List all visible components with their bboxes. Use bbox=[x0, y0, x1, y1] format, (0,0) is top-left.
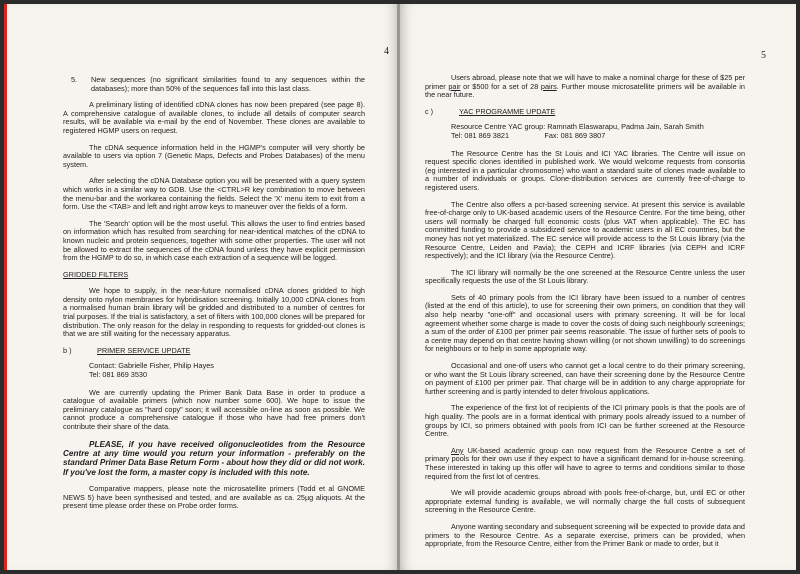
section-title: PRIMER SERVICE UPDATE bbox=[97, 345, 191, 355]
text-run: . Further mouse microsatellite primers will be available in the near future. bbox=[425, 81, 745, 100]
left-page-content bbox=[63, 76, 365, 519]
paragraph: We are currently updating the Primer Bank Data Base in order to produce a catalogue of available primers (which now number some 600). We hope to issue the preliminary catalogue as "hard copy" soon; it will accessible on-line as soon as possible. We cannot produce a comprehensive catalogue if those who have had free primers don't contribute their share of the data. bbox=[63, 387, 365, 431]
paragraph: The cDNA sequence information held in the HGMP's computer will very shortly be available to users via option 7 (Genetic Maps, Defects and Probes Databases) of the menu system. bbox=[63, 142, 365, 169]
paragraph: Anyone wanting secondary and subsequent screening will be expected to provide data and primers to the Resource Centre. As a separate exercise, primers can be provided, when appropriate, from the Resource Centre, either from the Primer Bank or made to order, but it bbox=[425, 521, 745, 549]
list-item-label: 5. bbox=[71, 75, 78, 84]
tel-fax-line bbox=[451, 132, 745, 141]
tel-label: Tel: bbox=[451, 130, 463, 140]
tel-line bbox=[89, 371, 365, 380]
list-item-5 bbox=[63, 76, 365, 93]
fax-number: 081 869 3807 bbox=[560, 130, 606, 140]
paragraph: After selecting the cDNA Database option you will be presented with a query system which works in a similar way to GDB. Use the <CTRL>R key combination to move between the menu-bar and the workarea containing the fields. Select the 'X' menu item to exit from a form. Use the <TAB> and left and right arrow keys to maneuver over the fields of a form. bbox=[63, 176, 365, 212]
tel-number: 081 869 3821 bbox=[464, 130, 510, 140]
section-title: YAC PROGRAMME UPDATE bbox=[459, 106, 556, 116]
section-heading-gridded-filters: GRIDDED FILTERS bbox=[63, 269, 129, 279]
contact-block bbox=[451, 123, 745, 140]
page-number: 4 bbox=[384, 46, 389, 57]
paragraph: Occasional and one-off users who cannot get a local centre to do their primary screening, or who want the St Louis library screened, can have their screening done by the Resource Centre on payment of £100 per primer pair. That charge will be in addition to any charge appropriate for further screening and is partly intended to deter frivolous applications. bbox=[425, 361, 745, 396]
text-run: Users abroad, please note that we will have to make a nominal charge for these of $25 per primer bbox=[425, 73, 745, 91]
paragraph: The experience of the first lot of recipients of the ICI primary pools is that the pools are of high quality. The pools are in a format identical with primary pools already issued to a number of groups by ICI, so primers obtained with pools from ICI can be further screened at the Resource Centre. bbox=[425, 403, 745, 439]
text-run-underlined: Any bbox=[451, 445, 464, 455]
text-run: UK-based academic group can now request from the Resource Centre a set of primary pools for their own use if they expect to have a significant demand for in-house screening. These interested in taking up this offer will have to agree to terms and conditions similar to those required from the first lot of centres. bbox=[425, 445, 745, 481]
text-run-underlined: pair bbox=[448, 81, 461, 91]
page-number: 5 bbox=[761, 50, 766, 61]
text-run: or $500 for a set of 28 bbox=[460, 81, 541, 91]
fax-label: Fax: bbox=[544, 130, 559, 140]
paragraph: A preliminary listing of identified cDNA clones has now been prepared (see page 8). A comprehensive catalogue of available clones, to include all details of computer search results, will be available via e-mail by the end of November. These clones are available to registered HGMP users on request. bbox=[63, 100, 365, 135]
paragraph: The Resource Centre has the St Louis and ICI YAC libraries. The Centre will issue on request specific clones identified in published work. We would welcome requests from consortia (eg interested in a particular chromosome) who want a standard suite of clones made available to a number of individuals or groups. Clone-distribution services are currently free-of-charge to registered users. bbox=[425, 148, 745, 192]
contact-block bbox=[89, 362, 365, 379]
paragraph: The ICI library will normally be the one screened at the Resource Centre unless the user specifically requests the use of the St Louis library. bbox=[425, 267, 745, 286]
right-page bbox=[400, 4, 796, 570]
paragraph: The Centre also offers a pcr-based screening service. At present this service is available free-of-charge only to UK-based academic users of the Resource Centre. For the time being, other users will normally be charged full economic costs (plus VAT when applicable). The EC has committed funding to provide a subsidized service to academic users in all EC countries, but the money has not yet materialized. The EC service will provide access to the St Louis library (via the Resource Centre, Leiden and Pavia); the CEPH and ICRF libraries (via CEPH and ICRF respectively); and the ICI library (via the Resource Centre). bbox=[425, 199, 745, 261]
paragraph-users-abroad bbox=[425, 74, 745, 100]
paragraph: Sets of 40 primary pools from the ICI library have been issued to a number of centres (listed at the end of this article), to use for screening their own primers, on condition that they will also help nearby "one-off" and occasional users with primary screening. It will be for local agreement whether some charge is made to cover the costs of doing such neighbourly screenings; a sum of the order of £100 per primer pair seems reasonable. The issue of further sets of pools to a centre may depend on that centre having shown willing (or not shown unwilling) to do screenings for neighbours or to help in some appropriate way. bbox=[425, 292, 745, 354]
contact-names: Ramnath Elaswarapu, Padma Jain, Sarah Smith bbox=[547, 122, 704, 132]
paragraph: The 'Search' option will be the most useful. This allows the user to find entries based on information which has resulted from searching for near-identical matches of the cDNA to known nucleic and protein sequences, together with some other properties. The user will not be allowed to extract the sequences of the cDNA found unless they have explicit permission from the HGMP to do so, in which case each extraction of a sequence will be logged. bbox=[63, 218, 365, 263]
right-page-content bbox=[425, 74, 745, 557]
tel-number: 081 869 3530 bbox=[102, 370, 148, 380]
paragraph-any-uk-group bbox=[425, 447, 745, 481]
paragraph: We will provide academic groups abroad with pools free-of-charge, but, until EC or other appropriate external funding is available, we will normally charge the full costs of subsequent screening in the Resource Centre. bbox=[425, 488, 745, 515]
contact-label: Resource Centre YAC group: bbox=[451, 122, 546, 132]
section-label: b ) bbox=[63, 345, 72, 355]
please-notice: PLEASE, if you have received oligonucleotides from the Resource Centre at any time would you return your information - preferably on the standard Primer Data Base Return Form - about how they did or did not work. If you've lost the form, a master copy is included with this note. bbox=[63, 439, 365, 477]
paragraph: We hope to supply, in the near-future normalised cDNA clones gridded to high density onto nylon membranes for hybridisation screening. Initially 10,000 cDNA clones from a normalised human brain library will be gridded and distributed to a number of centres for trial purposes. If the trial is satisfactory, a set of filters with 100,000 clones will be prepared for distribution. The only reason for the delay in responding to requests for gridded-out clones is that we are still waiting for the necessary apparatus. bbox=[63, 286, 365, 339]
tel-label: Tel: bbox=[89, 370, 101, 380]
contact-names: Gabrielle Fisher, Philip Hayes bbox=[118, 361, 214, 371]
list-item-text: New sequences (no significant similarities found to any sequences within the databases); more than 50% of the sequences fall into this last class. bbox=[91, 75, 365, 93]
section-heading-yac-programme bbox=[425, 108, 745, 117]
section-label: c ) bbox=[425, 106, 434, 116]
contact-label: Contact: bbox=[89, 361, 117, 371]
paragraph: Comparative mappers, please note the microsatellite primers (Todd et al GNOME NEWS 5) have been synthesised and tested, and are available as ca. 25µg aliquots. At the present time please order these on Probe order forms. bbox=[63, 484, 365, 511]
left-page bbox=[4, 4, 398, 570]
red-cover-edge bbox=[4, 4, 7, 570]
text-run-underlined: pairs bbox=[540, 81, 557, 91]
booklet-spread bbox=[4, 4, 796, 570]
section-heading-primer-service bbox=[63, 347, 365, 356]
